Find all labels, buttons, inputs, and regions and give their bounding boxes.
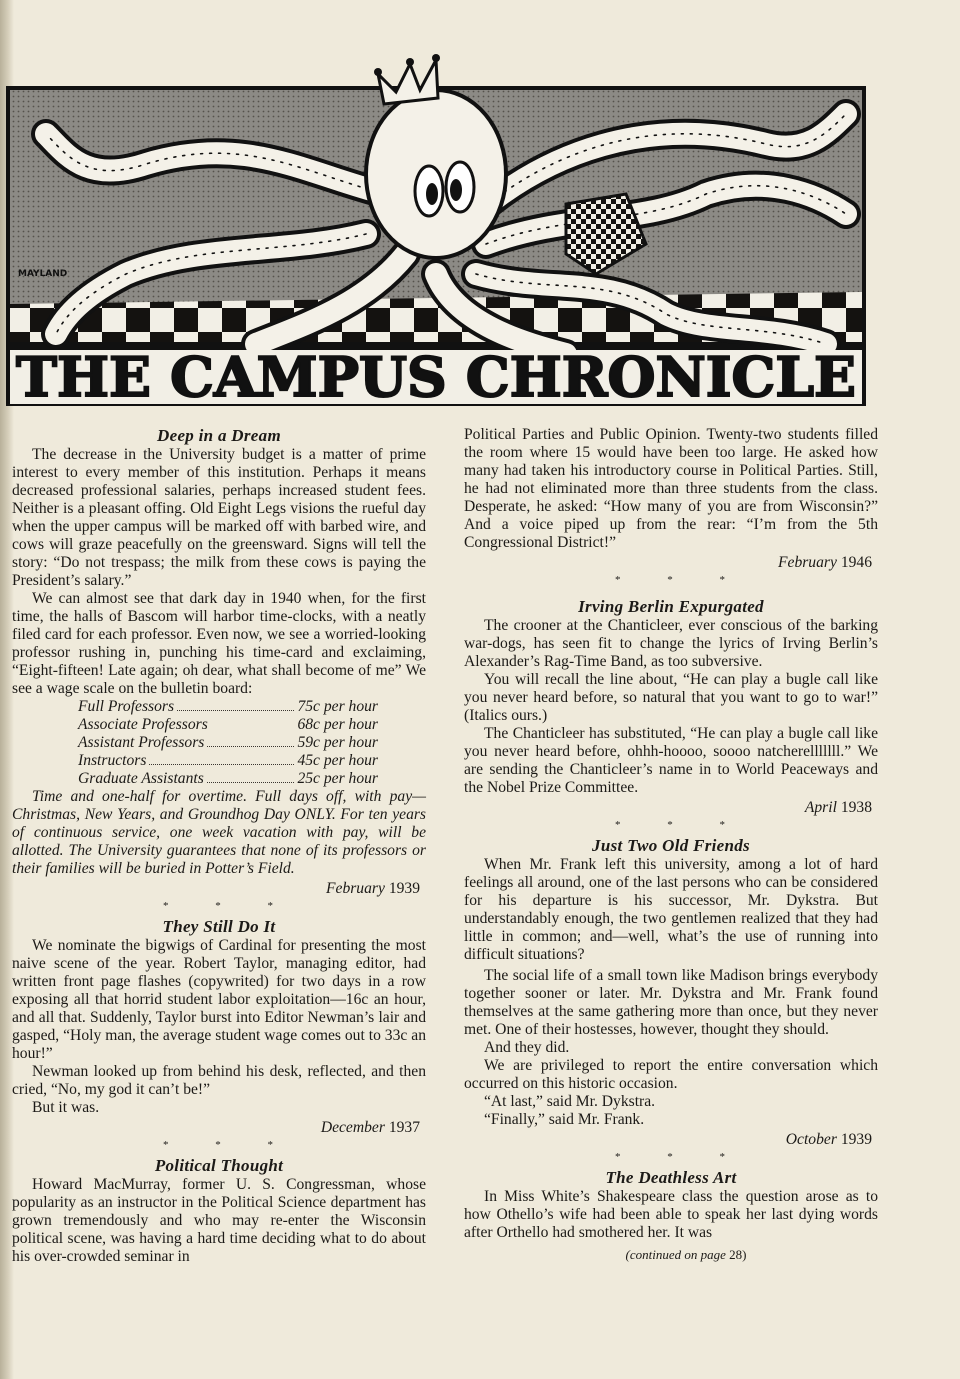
article-paragraph: The Chanticleer has substituted, “He can play a bugle call like you never heard before, ohhh-hoooo, soooo natcherelllllll.” We are sending the Chanticleer’s name in to World Peaceways and the Nobel Prize Committee. — [464, 725, 878, 796]
article-title-they-still-do-it: They Still Do It — [162, 917, 276, 936]
article-date — [464, 554, 878, 572]
leader-dots — [149, 764, 294, 765]
article-title-deep-in-a-dream: Deep in a Dream — [157, 426, 281, 445]
wage-rate: 75c per hour — [297, 698, 378, 715]
wage-title: Associate Professors — [78, 716, 208, 733]
article-paragraph: When Mr. Frank left this university, among a lot of hard feelings all around, one of the last persons who can be considered for his departure is his successor, Mr. Dykstra. But understandably enough, the two gentlemen realized that they had little in common; and—well, what’s the use of running into difficult situations? — [464, 856, 878, 963]
wage-rate: 45c per hour — [297, 752, 378, 769]
section-divider: * * * — [163, 900, 295, 912]
date-year: 1938 — [840, 799, 872, 816]
date-month: February — [778, 554, 837, 571]
article-title-irving-berlin-expurgated: Irving Berlin Expurgated — [578, 597, 764, 616]
article-date — [12, 880, 426, 898]
wage-rate: 59c per hour — [297, 734, 378, 751]
wage-title: Graduate Assistants — [78, 770, 204, 787]
leader-dots — [207, 746, 294, 747]
wage-rate: 68c per hour — [297, 716, 378, 733]
article-paragraph: Howard MacMurray, former U. S. Congressman, whose popularity as an instructor in the Political Science department has grown tremendously and who may re-enter the Wisconsin political scene, was having a hard time deciding what to do about his over-crowded seminar in — [12, 1176, 426, 1265]
masthead-title: THE CAMPUS CHRONICLE — [16, 345, 856, 406]
article-date — [12, 1119, 426, 1137]
left-column — [12, 426, 426, 1266]
article-date — [464, 1131, 878, 1149]
article-paragraph: Newman looked up from behind his desk, reflected, and then cried, “No, my god it can’t be!” — [12, 1063, 426, 1098]
octopus-illustration — [6, 44, 866, 406]
article-quote: “At last,” said Mr. Dykstra. — [484, 1093, 656, 1110]
artist-signature: MAYLAND — [18, 269, 68, 279]
date-month: February — [326, 880, 385, 897]
wage-scale — [78, 698, 378, 788]
right-column — [464, 426, 878, 1264]
leader-dots — [177, 710, 294, 711]
wage-row — [78, 698, 378, 716]
article-paragraph: The decrease in the University budget is a matter of prime interest to every member of this institution. Perhaps it means decreased professional salaries, perhaps increased student fees. Neither is a pleasant offing. Old Eight Legs visions the rueful day when the upper campus will be marked off with barbed wire, and cows will graze peacefully on the greensward. Signs will tell the story: “Do not trespass; the milk from these cows is paying the President’s salary.” — [12, 446, 426, 589]
wage-row — [78, 734, 378, 752]
article-title-political-thought: Political Thought — [154, 1156, 284, 1175]
date-year: 1939 — [388, 880, 420, 897]
continued-note — [464, 1246, 878, 1264]
wage-row — [78, 716, 378, 734]
article-paragraph: The social life of a small town like Madison brings everybody together sooner or later. Mr. Dykstra and Mr. Frank found themselves at the same gathering more than once, but they never met. One of their hostesses, however, thought they should. — [464, 967, 878, 1038]
date-year: 1946 — [840, 554, 872, 571]
masthead-banner — [6, 44, 866, 406]
article-paragraph: The crooner at the Chanticleer, ever conscious of the barking war-dogs, has seen fit to change the lyrics of Irving Berlin’s Alexander’s Rag-Time Band, as too subversive. — [464, 617, 878, 670]
date-year: 1937 — [388, 1119, 420, 1136]
wage-title: Full Professors — [78, 698, 175, 715]
article-paragraph: We nominate the bigwigs of Cardinal for presenting the most naive scene of the year. Robert Taylor, managing editor, had written front page flashes (copywrited) for two days in a row exposing all that horrid student labor exploitation—16c an hour, and all that. Suddenly, Taylor burst into Editor Newman’s lair and gasped, “Holy man, the average student wage comes out to 33c an hour!” — [12, 937, 426, 1062]
article-paragraph: Political Parties and Public Opinion. Twenty-two students filled the room where 15 would have been too large. He asked how many had taken his introductory course in Political Parties. Still, he had not eliminated more than three students from the class. Desperate, he asked: “How many of you are from Wisconsin?” And a voice piped up from the rear: “I’m from the 5th Congressional District!” — [464, 426, 878, 551]
article-quote: “Finally,” said Mr. Frank. — [484, 1111, 645, 1128]
article-paragraph: In Miss White’s Shakespeare class the question arose as to how Othello’s wife had been able to speak her last dying words after Orthello had smothered her. It was — [464, 1188, 878, 1241]
section-divider: * * * — [615, 574, 747, 586]
article-paragraph: We can almost see that dark day in 1940 when, for the first time, the halls of Bascom will harbor time-clocks, with a neatly filed card for each professor. Even now, we see a worried-looking professor rushing in, punching his time-card and exclaiming, “Eight-fifteen! Late again; oh dear, what shall become of me” We see a wage scale on the bulletin board: — [12, 590, 426, 697]
article-date — [464, 799, 878, 817]
article-paragraph: And they did. — [484, 1039, 570, 1056]
date-month: December — [320, 1119, 385, 1136]
leader-dots — [207, 782, 295, 783]
article-paragraph: But it was. — [32, 1099, 100, 1116]
date-month: April — [804, 799, 837, 816]
wage-title: Instructors — [78, 752, 147, 769]
section-divider: * * * — [615, 1151, 747, 1163]
wage-rate: 25c per hour — [297, 770, 378, 787]
date-year: 1939 — [840, 1131, 872, 1148]
article-paragraph: Time and one-half for overtime. Full days off, with pay—Christmas, New Years, and Groundhog Day ONLY. For ten years of continuous service, one week vacation with pay, will be allotted. The University guarantees that none of its professors or their families will be buried in Potter’s Field. — [12, 788, 426, 877]
continued-page: 28) — [729, 1247, 747, 1262]
section-divider: * * * — [163, 1139, 295, 1151]
article-paragraph: You will recall the line about, “He can play a bugle call like you never heard before, so natural that you want to go to war!” (Italics ours.) — [464, 671, 878, 724]
wage-row — [78, 770, 378, 788]
article-paragraph: We are privileged to report the entire conversation which occurred on this historic occasion. — [464, 1057, 878, 1092]
continued-label: (continued on page — [625, 1247, 726, 1262]
section-divider: * * * — [615, 819, 747, 831]
article-title-the-deathless-art: The Deathless Art — [605, 1168, 737, 1187]
wage-title: Assistant Professors — [78, 734, 205, 751]
article-title-just-two-old-friends: Just Two Old Friends — [592, 836, 750, 855]
date-month: October — [785, 1131, 837, 1148]
wage-row — [78, 752, 378, 770]
